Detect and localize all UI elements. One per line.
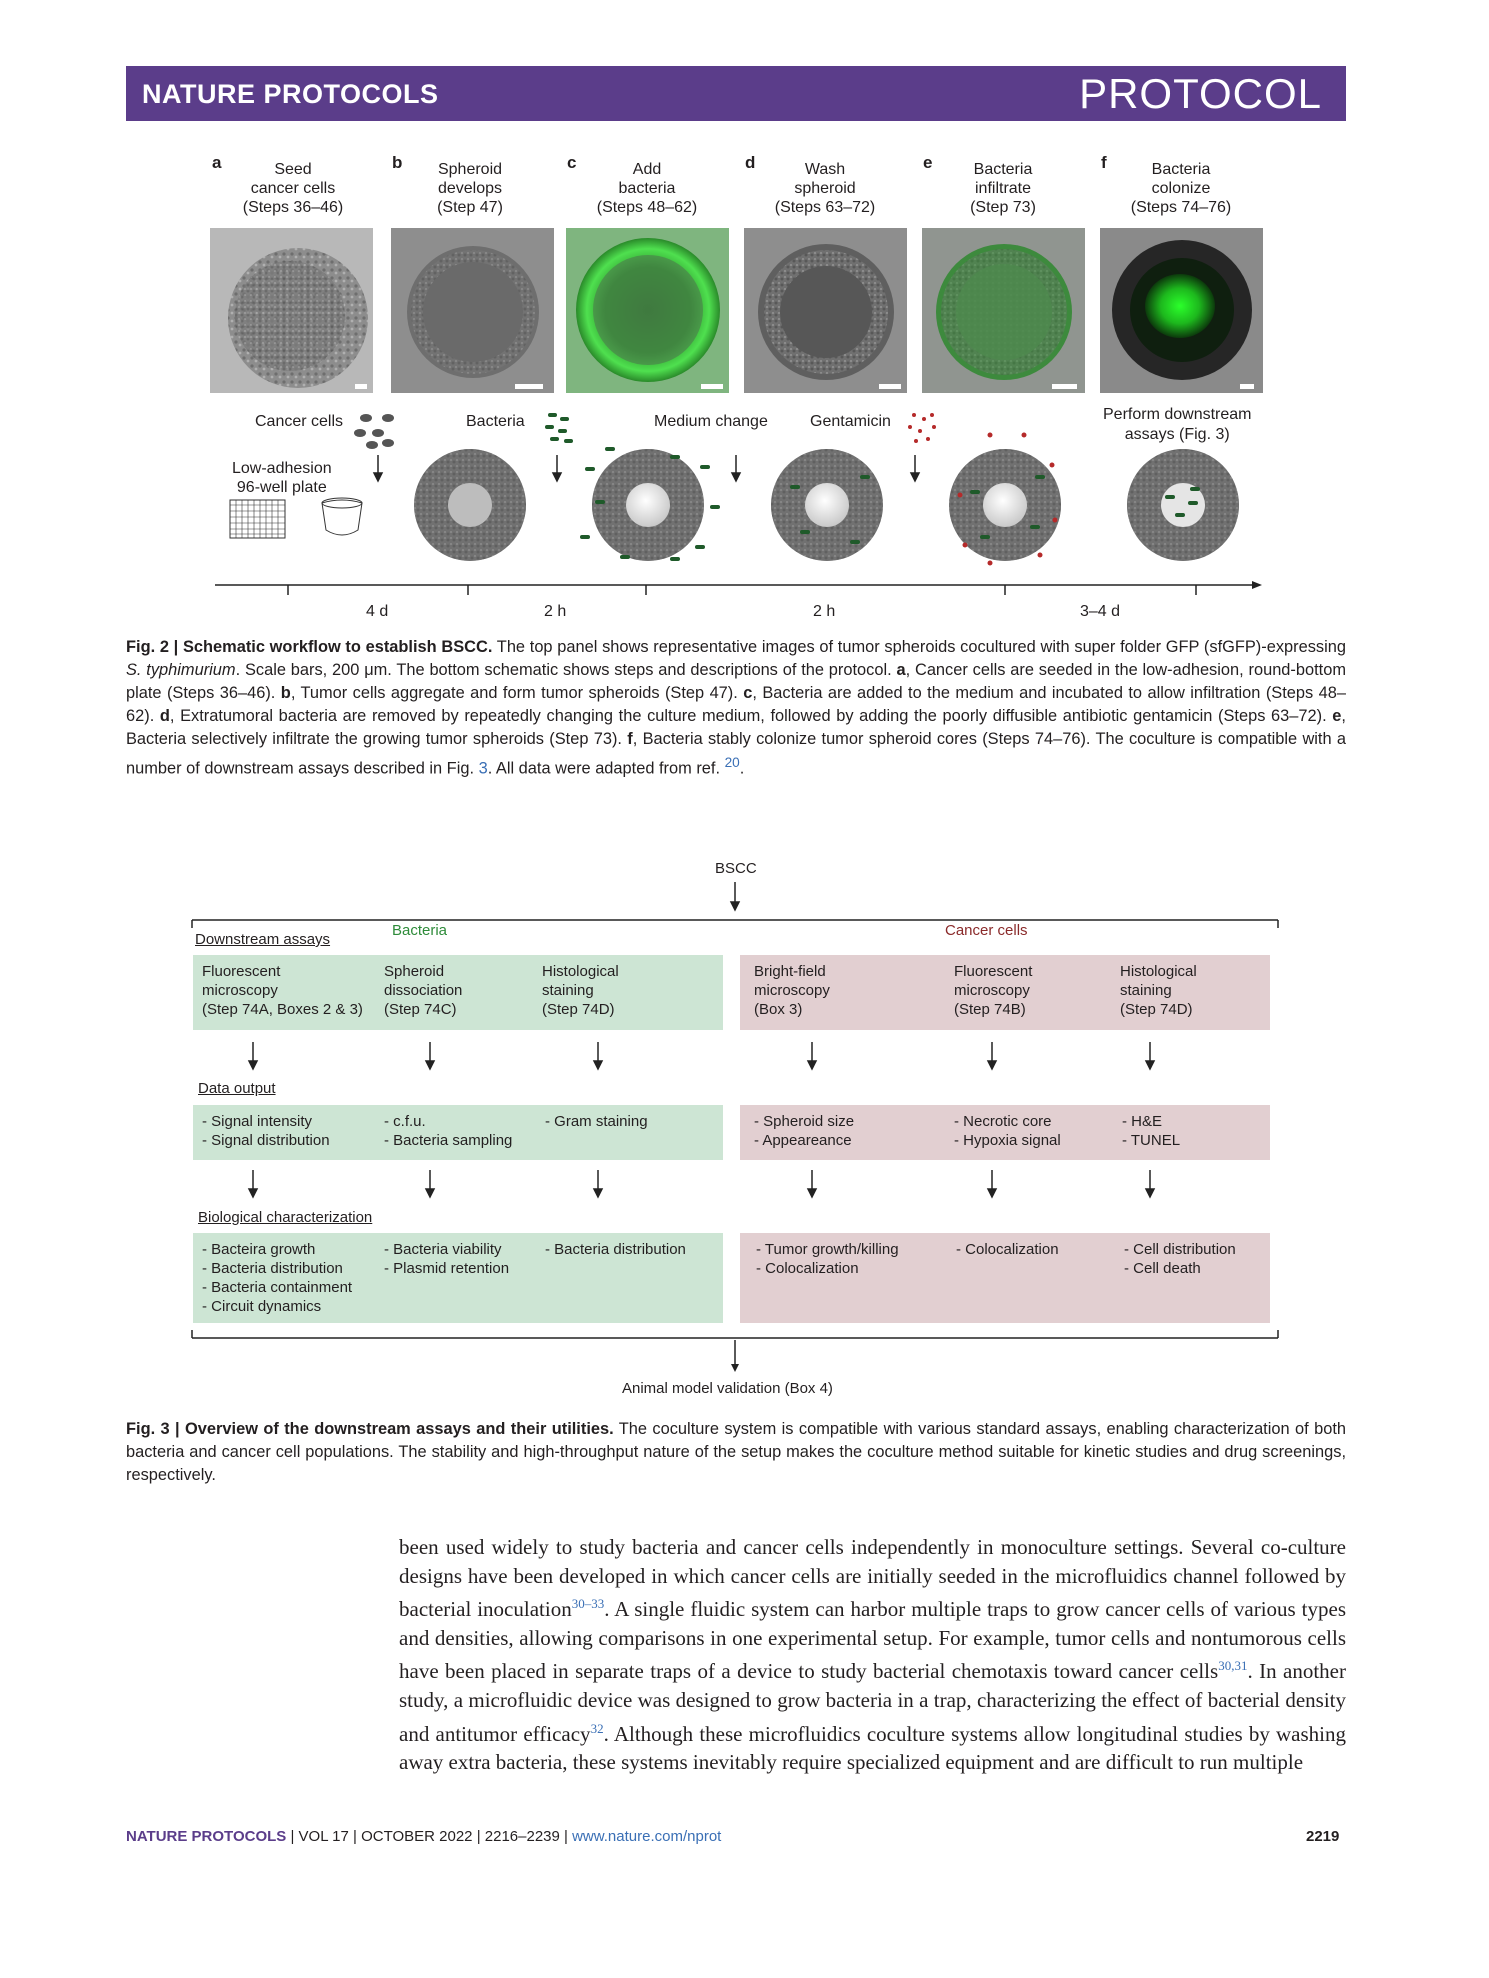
page-footer: NATURE PROTOCOLS | VOL 17 | OCTOBER 2022 | 2216–2239 | www.nature.com/nprot [126,1828,722,1845]
ref-30-31-link[interactable]: 30,31 [1218,1658,1248,1674]
label-medium-change: Medium change [654,413,768,430]
label-downstream: Perform downstream assays (Fig. 3) [1103,406,1252,443]
panel-title-d: Wash spheroid (Steps 63–72) [774,161,876,216]
output-he-tunel: - H&E - TUNEL [1122,1113,1181,1149]
label-gentamicin: Gentamicin [810,413,891,430]
panel-title-b: Spheroid develops (Step 47) [437,161,503,216]
panel-letter-c: c [567,153,577,172]
char-bacteria-distribution: - Bacteria distribution [545,1241,686,1258]
ref-32-link[interactable]: 32 [590,1720,604,1736]
assay-histology-cancer: Histological staining (Step 74D) [1120,963,1197,1018]
fig3-data-output-heading: Data output [198,1080,276,1097]
article-type: PROTOCOL [1079,70,1322,117]
fig3-bio-char-heading: Biological characterization [198,1209,373,1226]
assay-fluorescent-cancer: Fluorescent microscopy (Step 74B) [954,963,1033,1018]
fig3-bottom-arrow [730,1338,750,1378]
journal-name: NATURE PROTOCOLS [142,79,439,109]
char-cell-distribution: - Cell distribution - Cell death [1124,1241,1236,1277]
panel-title-e: Bacteria infiltrate (Step 73) [970,161,1036,216]
fig3-top-bscc: BSCC [715,860,757,877]
fig3-animal-model: Animal model validation (Box 4) [622,1380,833,1397]
timeline-3-4d: 3–4 d [1080,603,1121,620]
assay-brightfield: Bright-field microscopy (Box 3) [754,963,830,1018]
char-bacteria-viability: - Bacteria viability - Plasmid retention [384,1241,510,1277]
label-low-adhesion-plate: Low-adhesion 96-well plate [232,460,332,496]
assay-histology-bacteria: Histological staining (Step 74D) [542,963,619,1018]
output-spheroid-size: - Spheroid size - Appeareance [754,1113,855,1149]
panel-title-a: Seed cancer cells (Steps 36–46) [242,161,344,216]
output-cfu: - c.f.u. - Bacteria sampling [384,1113,513,1149]
micrograph-f [1100,228,1263,393]
label-bacteria: Bacteria [466,413,525,430]
panel-letter-a: a [212,153,222,172]
panel-title-c: Add bacteria (Steps 48–62) [596,161,698,216]
fig3-link[interactable]: 3 [478,759,488,778]
panel-letter-b: b [392,153,403,172]
timeline-4d: 4 d [366,603,389,620]
body-paragraph: been used widely to study bacteria and cancer cells independently in monoculture settings. Several co-culture designs have been developed in which cancer cells are initially seeded in the microfluidics channel followed by bacterial inoculation$^{30-33}$. A single fluidic system can harbor multiple traps to grow cancer cells of various types and densities, allowing comparisons in one experimental setup. For example, tumor cells and nontumorous cells have been placed in separate traps of a device to study bacterial chemotaxis toward cancer cells$^{30,31}$. In another study, a microfluidic device was designed to grow bacteria in a trap, characterizing the effect of bacterial density and antitumor efficacy$^{32}$. Although these microfluidics coculture systems allow longitudinal studies by washing away extra bacteria, these systems inevitably require specialized equipment and are difficult to run multiple [399,1535,1347,1775]
panel-letter-f: f [1101,153,1107,172]
footer-journal: NATURE PROTOCOLS [126,1828,287,1845]
panel-letter-e: e [923,153,933,172]
ref-20-link[interactable]: 20 [724,755,740,770]
fig2-caption: Fig. 2 | Schematic workflow to establish BSCC. The top panel shows representative images of tumor spheroids cocultured with super folder GFP (sfGFP)-expressing S. typhimurium. Scale bars, 200 μm. The bottom schematic shows steps and descriptions of the protocol. a, Cancer cells are seeded in the low-adhesion, round-bottom plate (Steps 36–46). b, Tumor cells aggregate and form tumor spheroids (Step 47). c, Bacteria are added to the medium and incubated to allow infiltration (Steps 48–62). d, Extratumoral bacteria are removed by repeatedly changing the culture medium, followed by adding the poorly diffusible antibiotic gentamicin (Steps 63–72). e, Bacteria selectively infiltrate the growing tumor spheroids (Step 73). f, Bacteria stably colonize tumor spheroid cores (Steps 74–76). The coculture is compatible with a number of downstream assays described in Fig. 3. All data were adapted from ref. $^{20}$. [126,638,1346,778]
micrograph-c [566,228,729,393]
assay-spheroid-dissociation: Spheroid dissociation (Step 74C) [384,963,463,1018]
micrograph-a [210,228,373,393]
fig3-cancer-heading: Cancer cells [945,922,1028,939]
fig3-bacteria-heading: Bacteria [392,922,448,939]
fig3-arrows-row1 [190,1040,1290,1080]
fig3-caption: Fig. 3 | Overview of the downstream assays and their utilities. The coculture system is compatible with various standard assays, enabling characterization of both bacteria and cancer cell populations. The stability and high-throughput nature of the setup makes the coculture method suitable for kinetic studies and drug screenings, respectively. [126,1420,1346,1484]
fig2-schematic-drawing [200,405,1270,605]
timeline-2h-b: 2 h [813,603,836,620]
label-cancer-cells: Cancer cells [255,413,344,430]
char-bacteria-growth: - Bacteira growth - Bacteria distribution - Bacteria containment - Circuit dynamics [202,1241,353,1315]
micrograph-e [922,228,1085,393]
ref-30-33-link[interactable]: 30–33 [571,1596,605,1612]
fig3-arrows-row2 [190,1168,1290,1208]
panel-letter-d: d [745,153,756,172]
output-necrotic-core: - Necrotic core - Hypoxia signal [954,1113,1061,1149]
timeline-2h-a: 2 h [544,603,567,620]
footer-url-link[interactable]: www.nature.com/nprot [572,1828,722,1845]
micrograph-d [744,228,907,393]
assay-fluorescent-bacteria: Fluorescent microscopy (Step 74A, Boxes 2 & 3) [202,963,363,1018]
fig3-downstream-heading: Downstream assays [195,931,331,948]
journal-header-bar [126,66,1346,121]
output-signal: - Signal intensity - Signal distribution [202,1113,330,1149]
char-tumor-growth: - Tumor growth/killing - Colocalization [756,1241,899,1277]
panel-title-f: Bacteria colonize (Steps 74–76) [1130,161,1232,216]
page-number: 2219 [1306,1828,1340,1845]
output-gram: - Gram staining [545,1113,648,1130]
char-colocalization: - Colocalization [956,1241,1059,1258]
micrograph-b [391,228,554,393]
